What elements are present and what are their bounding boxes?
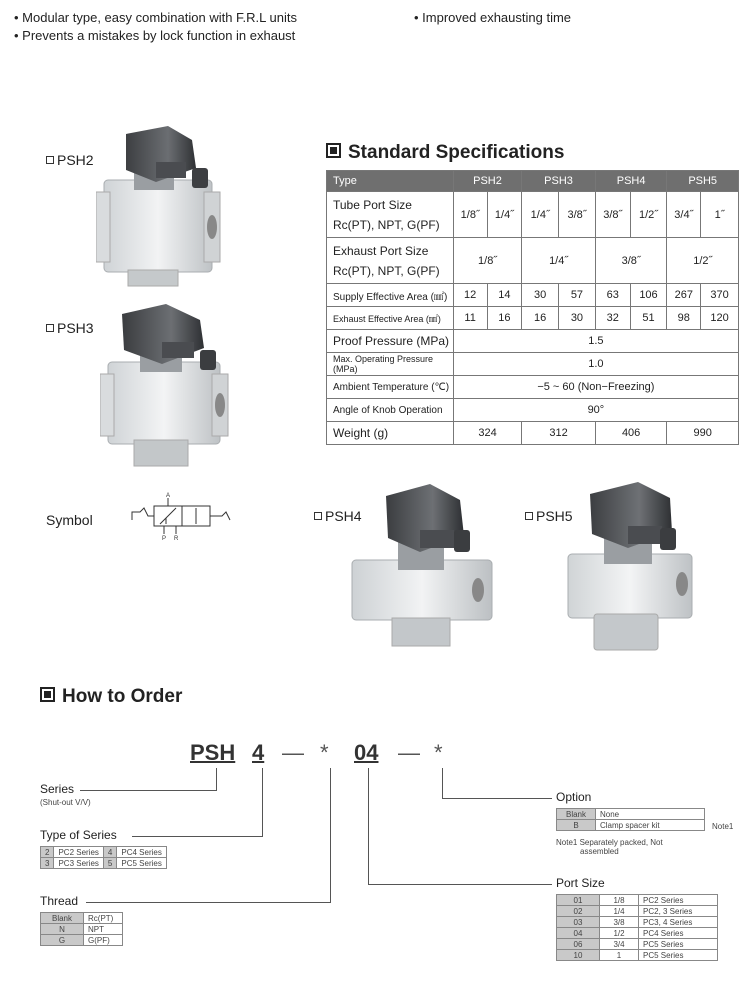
- table-cell: PC3 Series: [54, 858, 103, 869]
- spec-label-ambient: Ambient Temperature (℃): [327, 376, 454, 399]
- table-cell: Blank: [41, 913, 84, 924]
- spec-cell: 3/8˝: [559, 192, 596, 238]
- spec-cell: 324: [453, 422, 521, 445]
- series-sub: (Shut-out V/V): [40, 798, 91, 807]
- order-code-port: 04: [354, 740, 379, 765]
- spec-cell: 406: [595, 422, 667, 445]
- product-label-psh4: PSH4: [314, 508, 362, 524]
- spec-row-weight: [327, 422, 739, 445]
- spec-title: Standard Specifications: [326, 142, 564, 164]
- spec-cell: 98: [667, 307, 701, 330]
- table-row: [41, 913, 123, 924]
- table-cell: 3: [41, 858, 54, 869]
- spec-label-exhaust-port: Exhaust Port Size Rc(PT), NPT, G(PF): [327, 238, 454, 284]
- table-row: [41, 847, 167, 858]
- spec-cell: 63: [595, 284, 630, 307]
- table-cell: PC5 Series: [117, 858, 166, 869]
- leader-thread-h: [86, 902, 331, 903]
- spec-cell: 1˝: [701, 192, 739, 238]
- spec-row-supply-area: [327, 284, 739, 307]
- spec-label-tube-port: Tube Port Size Rc(PT), NPT, G(PF): [327, 192, 454, 238]
- table-cell: 10: [557, 950, 600, 961]
- table-cell: G: [41, 935, 84, 946]
- table-cell: 5: [103, 858, 116, 869]
- table-cell: 4: [103, 847, 116, 858]
- table-cell: N: [41, 924, 84, 935]
- spec-row-tube-port: [327, 192, 739, 238]
- table-row: [557, 950, 718, 961]
- table-cell: 1: [600, 950, 639, 961]
- spec-cell: 3/8˝: [595, 238, 667, 284]
- spec-label-proof-pressure: Proof Pressure (MPa): [327, 330, 454, 353]
- product-image-psh4: [348, 480, 498, 655]
- spec-label-supply-area: Supply Effective Area (㎟): [327, 284, 454, 307]
- leader-type-v: [262, 768, 263, 836]
- spec-row-angle: [327, 399, 739, 422]
- table-cell: 1/8: [600, 895, 639, 906]
- table-cell: 2: [41, 847, 54, 858]
- table-cell: PC5 Series: [639, 939, 718, 950]
- table-cell: PC4 Series: [117, 847, 166, 858]
- feature-lock: • Prevents a mistakes by lock function in exhaust: [14, 28, 296, 43]
- spec-cell: −5 ~ 60 (Non−Freezing): [453, 376, 738, 399]
- spec-cell: 267: [667, 284, 701, 307]
- table-cell: 3/8: [600, 917, 639, 928]
- table-row: [41, 858, 167, 869]
- order-code-thread: *: [320, 740, 329, 765]
- table-cell: PC2 Series: [639, 895, 718, 906]
- symbol-port-p: P: [162, 536, 167, 540]
- table-cell: 3/4: [600, 939, 639, 950]
- spec-label-angle: Angle of Knob Operation: [327, 399, 454, 422]
- spec-header-type: Type: [327, 171, 454, 192]
- table-cell: 03: [557, 917, 600, 928]
- spec-cell: 11: [453, 307, 487, 330]
- table-cell: Clamp spacer kit: [596, 820, 705, 831]
- type-of-series-table: [40, 846, 167, 869]
- table-cell: Rc(PT): [84, 913, 123, 924]
- table-cell: PC2 Series: [54, 847, 103, 858]
- table-cell: G(PF): [84, 935, 123, 946]
- product-image-psh3: [100, 300, 230, 470]
- spec-cell: 120: [701, 307, 739, 330]
- spec-cell: 1.0: [453, 353, 738, 376]
- table-cell: PC4 Series: [639, 928, 718, 939]
- spec-cell: 1.5: [453, 330, 738, 353]
- valve-symbol: [130, 490, 240, 540]
- table-cell: Blank: [557, 809, 596, 820]
- table-row: [41, 935, 123, 946]
- spec-header-psh3: PSH3: [522, 171, 596, 192]
- table-row: [557, 820, 705, 831]
- table-row: [557, 939, 718, 950]
- feature-modular: • Modular type, easy combination with F.R.L units: [14, 10, 297, 25]
- table-cell: 02: [557, 906, 600, 917]
- leader-thread-v: [330, 768, 331, 902]
- spec-cell: 1/4˝: [487, 192, 522, 238]
- spec-label-weight: Weight (g): [327, 422, 454, 445]
- table-cell: 04: [557, 928, 600, 939]
- type-of-series-label: Type of Series: [40, 828, 117, 842]
- table-cell: 01: [557, 895, 600, 906]
- spec-cell: 12: [453, 284, 487, 307]
- spec-cell: 1/2˝: [667, 238, 739, 284]
- option-note-line2: assembled: [580, 847, 619, 856]
- product-image-psh2: [96, 122, 226, 292]
- spec-cell: 3/4˝: [667, 192, 701, 238]
- option-note-tag: Note1: [712, 822, 734, 831]
- product-label-psh2: PSH2: [46, 152, 94, 168]
- table-row: [557, 809, 705, 820]
- table-row: [557, 895, 718, 906]
- table-cell: None: [596, 809, 705, 820]
- spec-header-psh5: PSH5: [667, 171, 739, 192]
- option-note-line1: Note1 Separately packed, Not: [556, 838, 663, 847]
- spec-cell: 1/8˝: [453, 238, 521, 284]
- symbol-port-r: R: [174, 536, 179, 540]
- leader-option-h: [442, 798, 552, 799]
- series-label: Series: [40, 782, 75, 796]
- spec-cell: 1/2˝: [630, 192, 667, 238]
- order-code-prefix: PSH: [190, 740, 236, 765]
- symbol-label: Symbol: [46, 512, 93, 528]
- leader-port-h: [368, 884, 552, 885]
- product-label-psh5: PSH5: [525, 508, 573, 524]
- spec-row-exhaust-area: [327, 307, 739, 330]
- spec-cell: 990: [667, 422, 739, 445]
- spec-cell: 90°: [453, 399, 738, 422]
- spec-cell: 370: [701, 284, 739, 307]
- table-cell: NPT: [84, 924, 123, 935]
- spec-header-psh2: PSH2: [453, 171, 521, 192]
- table-row: [557, 917, 718, 928]
- table-cell: PC3, 4 Series: [639, 917, 718, 928]
- spec-cell: 14: [487, 284, 522, 307]
- order-code-dash-2: —: [398, 740, 420, 765]
- spec-cell: 16: [487, 307, 522, 330]
- feature-exhaust-time: • Improved exhausting time: [414, 10, 572, 25]
- option-label: Option: [556, 790, 592, 804]
- table-row: [557, 928, 718, 939]
- table-row: [557, 906, 718, 917]
- order-title: How to Order: [40, 686, 182, 708]
- spec-cell: 30: [559, 307, 596, 330]
- spec-header-psh4: PSH4: [595, 171, 667, 192]
- table-cell: 1/4: [600, 906, 639, 917]
- spec-cell: 57: [559, 284, 596, 307]
- leader-type-h: [132, 836, 263, 837]
- spec-row-proof-pressure: [327, 330, 739, 353]
- spec-row-max-pressure: [327, 353, 739, 376]
- port-size-label: Port Size: [556, 876, 605, 890]
- spec-row-exhaust-port: [327, 238, 739, 284]
- spec-cell: 16: [522, 307, 559, 330]
- option-table: [556, 808, 705, 831]
- table-cell: B: [557, 820, 596, 831]
- order-code-option: *: [434, 740, 443, 765]
- spec-cell: 1/4˝: [522, 238, 596, 284]
- product-label-psh3: PSH3: [46, 320, 94, 336]
- spec-cell: 312: [522, 422, 596, 445]
- thread-label: Thread: [40, 894, 79, 908]
- spec-cell: 106: [630, 284, 667, 307]
- leader-port-v: [368, 768, 369, 884]
- table-cell: PC5 Series: [639, 950, 718, 961]
- spec-table: [326, 170, 739, 445]
- order-code-type: 4: [252, 740, 265, 765]
- product-image-psh5: [560, 480, 710, 660]
- leader-series-h: [80, 790, 217, 791]
- spec-label-exhaust-area: Exhaust Effective Area (㎟): [327, 307, 454, 330]
- port-size-table: [556, 894, 718, 961]
- table-cell: 06: [557, 939, 600, 950]
- leader-series-v: [216, 768, 217, 790]
- leader-option-v: [442, 768, 443, 798]
- spec-label-max-pressure: Max. Operating Pressure (MPa): [327, 353, 454, 376]
- table-cell: PC2, 3 Series: [639, 906, 718, 917]
- spec-header-row: [327, 171, 739, 192]
- thread-table: [40, 912, 123, 946]
- spec-cell: 30: [522, 284, 559, 307]
- spec-cell: 51: [630, 307, 667, 330]
- spec-cell: 3/8˝: [595, 192, 630, 238]
- symbol-port-a: A: [166, 493, 171, 499]
- table-row: [41, 924, 123, 935]
- spec-cell: 1/8˝: [453, 192, 487, 238]
- table-cell: 1/2: [600, 928, 639, 939]
- order-code-dash-1: —: [282, 740, 304, 765]
- spec-cell: 32: [595, 307, 630, 330]
- spec-cell: 1/4˝: [522, 192, 559, 238]
- spec-row-ambient: [327, 376, 739, 399]
